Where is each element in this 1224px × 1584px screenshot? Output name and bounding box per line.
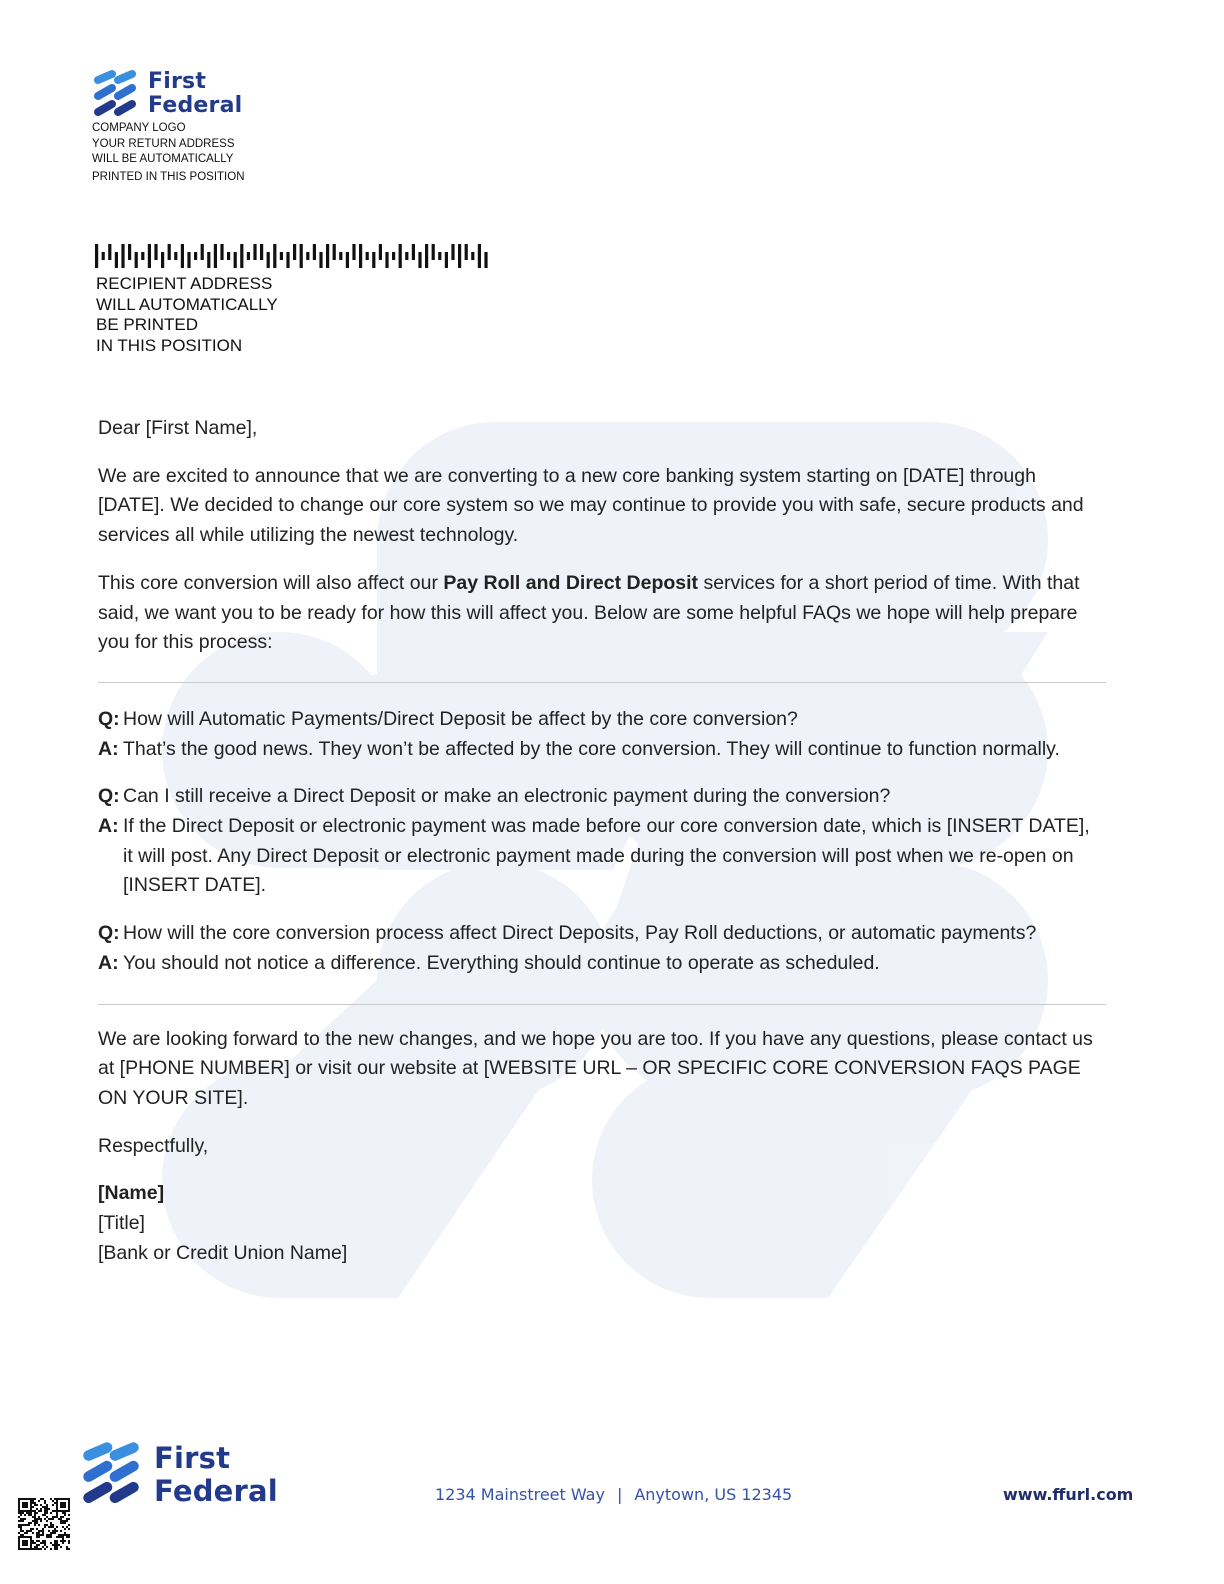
greeting: Dear [First Name],: [98, 417, 258, 439]
brand-name: First Federal: [148, 69, 243, 118]
letter-body: [98, 414, 1098, 1268]
brand-mark-icon: [90, 70, 140, 118]
footer-website-link[interactable]: www.ffurl.com: [1003, 1485, 1134, 1504]
divider-bottom: [98, 1004, 1106, 1005]
footer-logo: [78, 1442, 278, 1508]
question-label: Q:: [98, 707, 120, 730]
question-label: Q:: [98, 922, 120, 945]
address-city: Anytown, US 12345: [634, 1485, 793, 1504]
answer-label: A:: [98, 951, 119, 974]
brand-mark-icon: [78, 1442, 144, 1506]
highlight-services: Pay Roll and Direct Deposit: [443, 571, 699, 594]
faq-question: How will the core conversion process affect Direct Deposits, Pay Roll deductions, or automatic payments?: [123, 922, 1037, 945]
postal-barcode: [95, 244, 495, 268]
address-street: 1234 Mainstreet Way: [435, 1485, 605, 1504]
faq-answer: If the Direct Deposit or electronic payment was made before our core conversion date, which is [INSERT DATE], it will post. Any Direct Deposit or electronic payment made during the conversion will post when we re-open on [INSERT DATE].: [123, 815, 1090, 897]
conversion-paragraph: This core conversion will also affect our Pay Roll and Direct Deposit services for a short period of time. With that said, we want you to be ready for how this will affect you. Below are some helpful FAQs we hope will help prepare you for this process:: [98, 571, 1080, 654]
faq-answer: You should not notice a difference. Everything should continue to operate as scheduled.: [123, 951, 880, 974]
closing-paragraph: We are looking forward to the new changes, and we hope you are too. If you have any questions, please contact us at [PHONE NUMBER] or visit our website at [WEBSITE URL – OR SPECIFIC CORE CONVERSION FAQS PAGE ON YOUR SITE].: [98, 1027, 1093, 1109]
signer-name: [Name]: [98, 1182, 165, 1205]
faq-item: [98, 919, 1098, 978]
answer-label: A:: [98, 815, 119, 838]
faq-answer: That’s the good news. They won’t be affected by the core conversion. They will continue to function normally.: [123, 737, 1060, 760]
recipient-address-placeholder: RECIPIENT ADDRESS WILL AUTOMATICALLY BE PRINTED IN THIS POSITION: [96, 274, 278, 355]
brand-name: First Federal: [154, 1441, 278, 1508]
faq-question: Can I still receive a Direct Deposit or make an electronic payment during the conversion?: [123, 785, 891, 808]
signature-block: [98, 1179, 1098, 1268]
company-logo: [90, 68, 250, 118]
return-address-placeholder: COMPANY LOGO YOUR RETURN ADDRESS WILL BE AUTOMATICALLY PRINTED IN THIS POSITION: [92, 122, 245, 183]
faq-question: How will Automatic Payments/Direct Deposit be affect by the core conversion?: [123, 707, 798, 730]
question-label: Q:: [98, 785, 120, 808]
faq-item: [98, 705, 1098, 764]
answer-label: A:: [98, 737, 119, 760]
signoff: Respectfully,: [98, 1134, 209, 1157]
intro-paragraph: We are excited to announce that we are converting to a new core banking system starting on [DATE] through [DATE]. We decided to change our core system so we may continue to provide you with safe, secure products and services all while utilizing the newest technology.: [98, 464, 1084, 547]
signer-title: [Title]: [98, 1212, 145, 1235]
signer-organization: [Bank or Credit Union Name]: [98, 1241, 348, 1264]
divider-top: [98, 682, 1106, 683]
faq-item: [98, 782, 1098, 901]
faq-list: [98, 705, 1098, 979]
qr-code: [18, 1498, 70, 1550]
footer-address: 1234 Mainstreet Way | Anytown, US 12345: [435, 1485, 793, 1504]
